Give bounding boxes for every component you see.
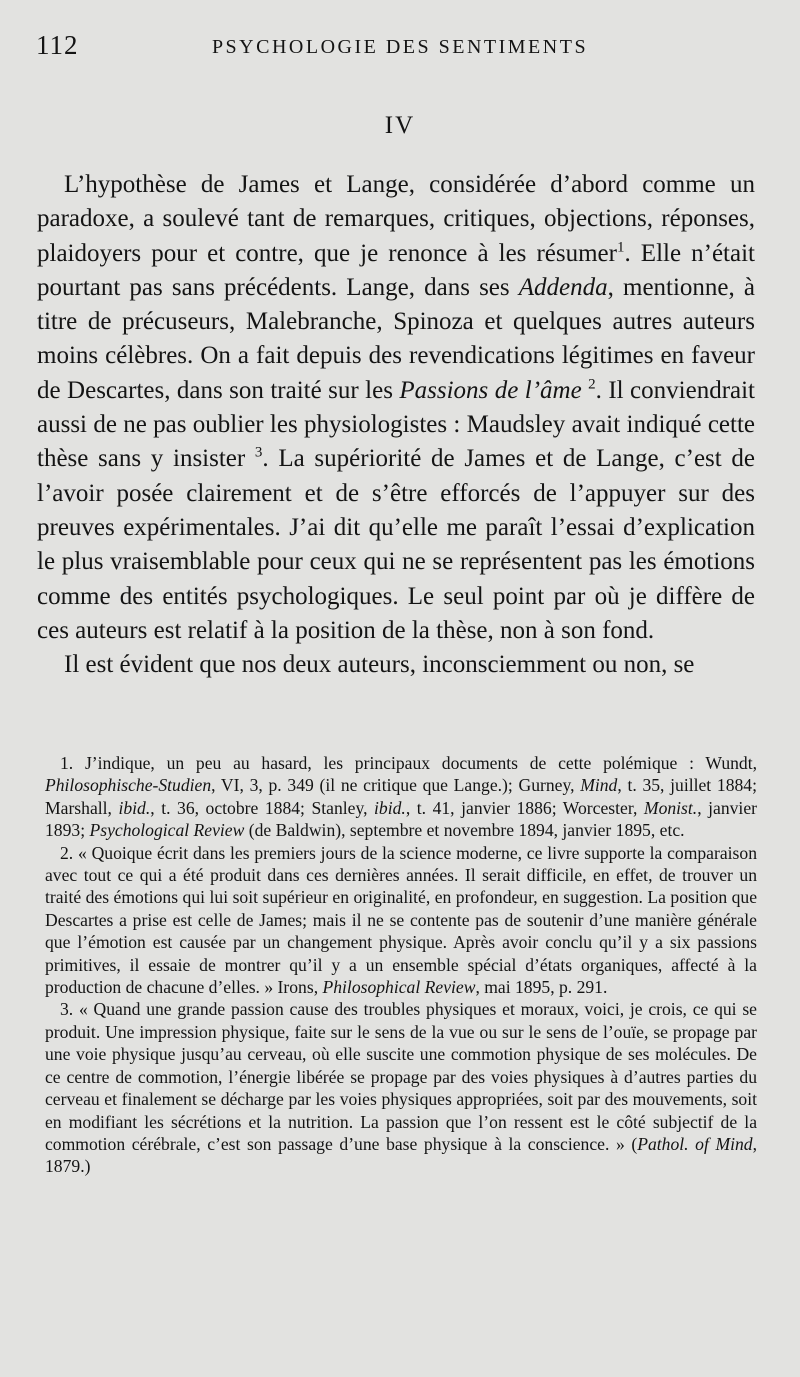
italic-text: Monist. bbox=[643, 797, 698, 818]
paragraph-2 bbox=[37, 648, 755, 682]
text-run: L’hypothèse de James et Lange, considérée d’abord comme un paradoxe, a soulevé tant de remarques, critiques, objections, réponses, plaidoyers pour et contre, que je renonce à les résumer bbox=[37, 171, 755, 267]
italic-text: Passions de l’âme bbox=[399, 376, 582, 404]
text-run: (de Baldwin), septembre et novembre 1894, janvier 1895, etc. bbox=[244, 820, 685, 841]
page-number: 112 bbox=[36, 30, 79, 60]
footnote-ref: 2 bbox=[588, 376, 596, 393]
italic-text: Philosophische-Studien bbox=[45, 775, 212, 796]
text-run: , VI, 3, p. 349 (il ne critique que Lange.); Gurney, bbox=[211, 775, 581, 796]
text-run: , t. 41, janvier 1886; Worcester, bbox=[405, 797, 644, 818]
footnote-2 bbox=[45, 842, 757, 999]
footnote-3 bbox=[45, 998, 757, 1177]
text-run: . Il conviendrait aussi de ne pas oublier les physiologistes : Maudsley avait indiqué cette thèse sans y insister bbox=[37, 376, 756, 473]
footnotes bbox=[45, 752, 757, 1178]
italic-text: ibid. bbox=[118, 797, 151, 818]
footnote-ref: 1 bbox=[616, 239, 625, 256]
section-heading: IV bbox=[384, 112, 416, 139]
page-header bbox=[0, 30, 800, 66]
main-text bbox=[37, 168, 755, 682]
italic-text: Psychological Review bbox=[89, 820, 245, 841]
text-run: , 1879.) bbox=[45, 1133, 757, 1177]
text-run: 1. J’indique, un peu au hasard, les principaux documents de cette polémique : Wundt, bbox=[60, 753, 757, 773]
footnote-ref: 3 bbox=[254, 445, 263, 462]
running-title: PSYCHOLOGIE DES SENTIMENTS bbox=[211, 36, 589, 58]
text-run: 3. « Quand une grande passion cause des troubles physiques et moraux, voici, je crois, ce qui se produit. Une impression physique, faite sur le sens de la vue ou sur le sens de l’ouïe, se propage par une voie physique jusqu’au cerveau, où elle suscite une commotion physique de ses molécules. De ce centre de commotion, l’énergie libérée se propage par des voies physiques à d’autres parties du cerveau et finalement se décharge par les voies physiques appropriées, soit par des mouvements, soit en modifiant les sécrétions et la nutrition. La passion que l’on ressent est le côté subjectif de la commotion cérébrale, c’est son passage d’une base physique à la conscience. » ( bbox=[45, 999, 757, 1154]
text-run: , t. 35, juillet 1884; Marshall, bbox=[45, 775, 757, 818]
text-run: , t. 36, octobre 1884; Stanley, bbox=[150, 797, 375, 818]
italic-text: Mind bbox=[580, 775, 618, 796]
italic-text: Addenda bbox=[518, 273, 608, 301]
italic-text: Pathol. of Mind bbox=[637, 1133, 753, 1154]
text-run: . La supériorité de James et de Lange, c’est de l’avoir posée clairement et de s’être efforcés de l’appuyer sur des preuves expérimentales. J’ai dit qu’elle me paraît l’essai d’explication le plus vraisemblable pour ceux qui ne se représentent pas les émotions comme des entités psychologiques. Le seul point par où je diffère de ces auteurs est relatif à la position de la thèse, non à son fond. bbox=[37, 445, 756, 644]
text-run: . Elle n’était pourtant pas sans précédents. Lange, dans ses bbox=[37, 239, 755, 301]
text-run: , janvier 1893; bbox=[45, 797, 757, 841]
italic-text: Philosophical Review bbox=[322, 977, 476, 998]
italic-text: ibid. bbox=[374, 797, 406, 818]
footnote-1 bbox=[45, 752, 757, 842]
text-run: 2. « Quoique écrit dans les premiers jours de la science moderne, ce livre supporte la comparaison avec tout ce qui a été produit dans ces dernières années. Il serait difficile, en effet, de trouver un traité des émotions qui lui soit supérieur en originalité, en profondeur, en suggestion. La position que Descartes a prise est celle de James; mais il ne se contente pas de soutenir d’une manière générale que l’émotion est causée par un changement physique. Après avoir conclu qu’il y a six passions primitives, il essaie de montrer qu’il y a un ensemble spécial d’états organiques, affecté à la production de chacune d’elles. » Irons, bbox=[45, 842, 757, 998]
text-run: , mentionne, à titre de précuseurs, Malebranche, Spinoza et quelques autres auteurs moins célèbres. On a fait depuis des revendications légitimes en faveur de Descartes, dans son traité sur les bbox=[37, 273, 755, 404]
text-run: , mai 1895, p. 291. bbox=[475, 977, 608, 998]
paragraph-1 bbox=[37, 168, 755, 648]
text-run: Il est évident que nos deux auteurs, inconsciemment ou non, se bbox=[64, 651, 695, 679]
